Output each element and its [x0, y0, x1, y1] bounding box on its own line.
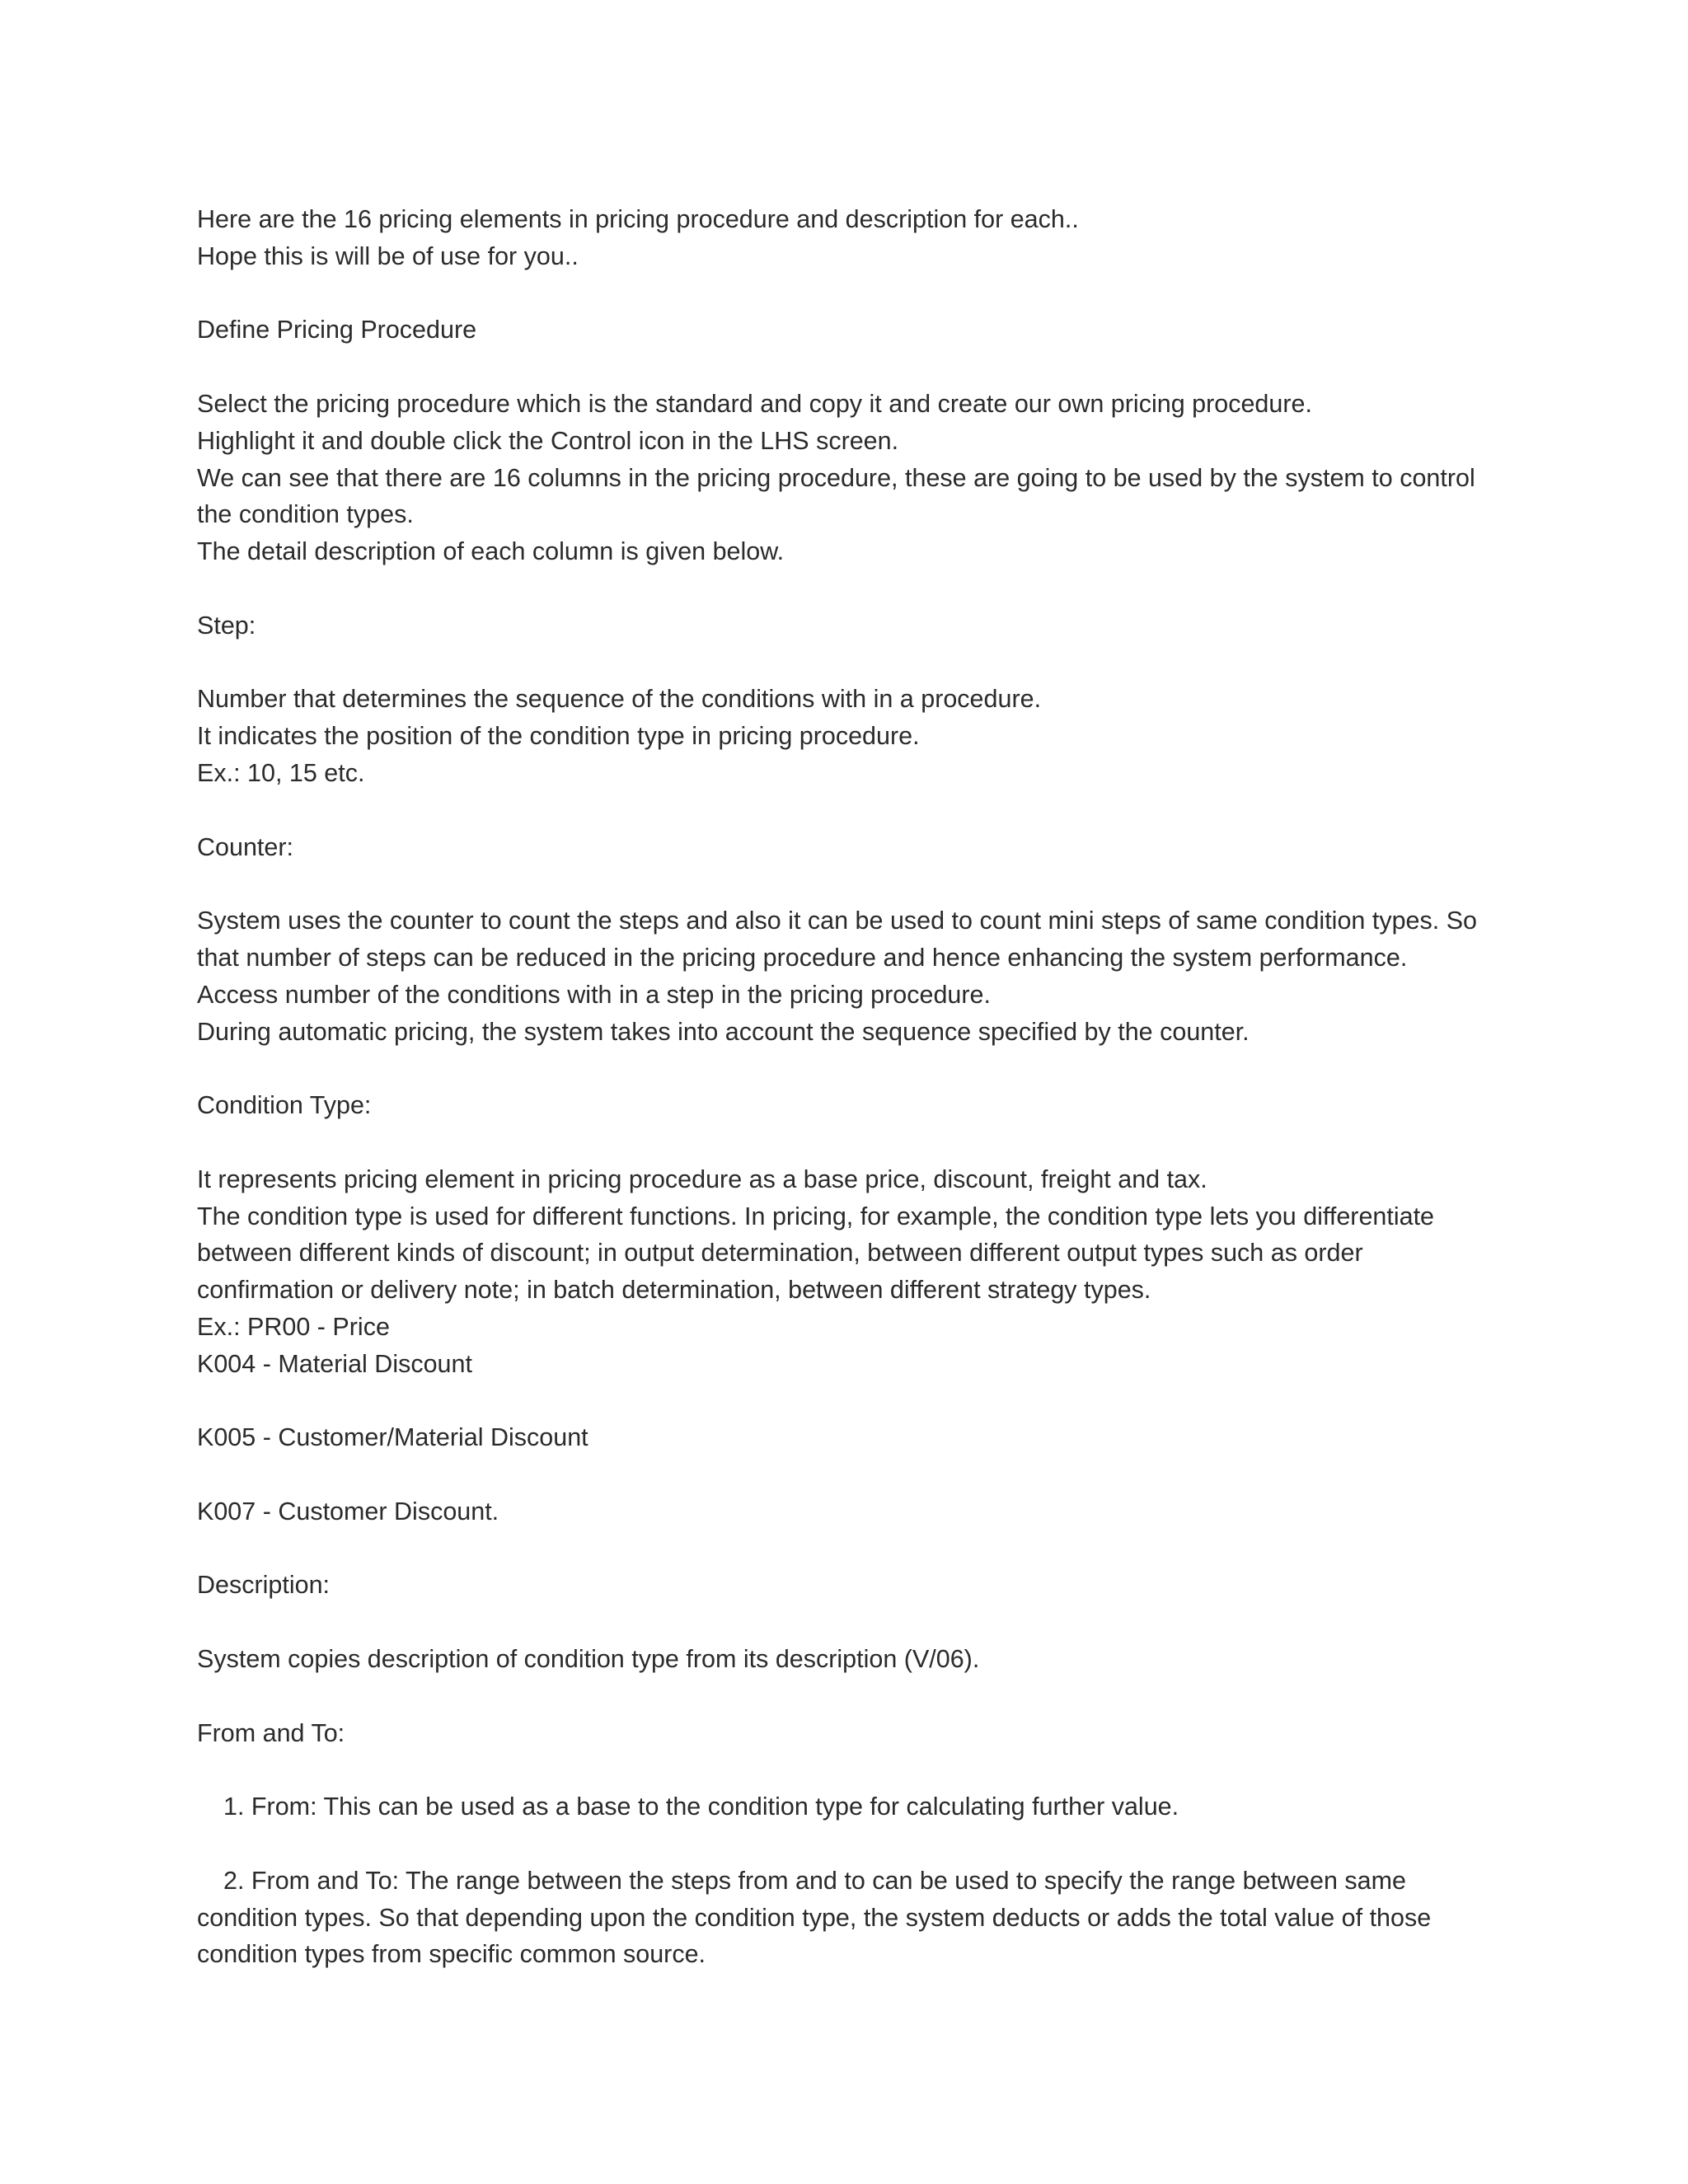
from-to-item-1: [197, 1788, 1491, 1825]
condition-type-line: Ex.: PR00 - Price: [197, 1312, 390, 1341]
spacer: [197, 1604, 1491, 1641]
list-number: 2.: [223, 1866, 245, 1895]
spacer: [197, 644, 1491, 682]
list-item-text: From and To: The range between the steps from and to can be used to specify the range between same condition types. So that depending upon the condition type, the system deducts or adds the total value of those condition types from specific common source.: [197, 1866, 1432, 1969]
spacer: [197, 1530, 1491, 1568]
step-line: It indicates the position of the condition type in pricing procedure.: [197, 722, 920, 751]
condition-type-line: The condition type is used for different functions. In pricing, for example, the condition type lets you differentiate between different kinds of discount; in output determination, between different output types such as order confirmation or delivery note; in batch determination, between different strategy types.: [197, 1202, 1435, 1305]
define-heading: Define Pricing Procedure: [197, 316, 477, 344]
from-to-item-2: [197, 1863, 1491, 1973]
define-line: Highlight it and double click the Control icon in the LHS screen.: [197, 426, 899, 455]
description-text: System copies description of condition type from its description (V/06).: [197, 1645, 980, 1674]
condition-type-example-k005: K005 - Customer/Material Discount: [197, 1423, 588, 1452]
list-item-text: From: This can be used as a base to the condition type for calculating further value.: [251, 1793, 1179, 1821]
counter-line: System uses the counter to count the steps and also it can be used to count mini steps of same condition types. So that number of steps can be reduced in the pricing procedure and hence enhancing the system performance.: [197, 907, 1477, 972]
condition-type-heading: Condition Type:: [197, 1091, 372, 1120]
description-heading: Description:: [197, 1571, 331, 1600]
step-heading: Step:: [197, 611, 256, 640]
document-body: [197, 201, 1491, 1973]
spacer: [197, 349, 1491, 386]
condition-type-line: K004 - Material Discount: [197, 1349, 472, 1378]
spacer: [197, 1456, 1491, 1493]
spacer: [197, 1825, 1491, 1863]
spacer: [197, 865, 1491, 902]
spacer: [197, 1124, 1491, 1161]
define-line: We can see that there are 16 columns in the pricing procedure, these are going to be used by the system to control the condition types.: [197, 463, 1475, 529]
from-to-heading: From and To:: [197, 1718, 345, 1747]
counter-line: During automatic pricing, the system takes into account the sequence specified by the counter.: [197, 1017, 1250, 1046]
counter-line: Access number of the conditions with in a step in the pricing procedure.: [197, 980, 991, 1009]
intro-line-2: Hope this is will be of use for you..: [197, 241, 579, 270]
condition-type-line: It represents pricing element in pricing procedure as a base price, discount, freight and tax.: [197, 1165, 1207, 1193]
spacer: [197, 1050, 1491, 1087]
spacer: [197, 1678, 1491, 1715]
define-line: The detail description of each column is given below.: [197, 537, 785, 566]
spacer: [197, 1751, 1491, 1788]
counter-heading: Counter:: [197, 832, 293, 861]
list-number: 1.: [223, 1793, 245, 1821]
spacer: [197, 275, 1491, 312]
define-line: Select the pricing procedure which is the standard and copy it and create our own pricing procedure.: [197, 389, 1312, 418]
step-line: Number that determines the sequence of the conditions with in a procedure.: [197, 685, 1042, 714]
spacer: [197, 1383, 1491, 1420]
intro-line-1: Here are the 16 pricing elements in pricing procedure and description for each..: [197, 205, 1079, 233]
spacer: [197, 792, 1491, 829]
condition-type-example-k007: K007 - Customer Discount.: [197, 1497, 499, 1526]
step-line: Ex.: 10, 15 etc.: [197, 758, 365, 787]
spacer: [197, 570, 1491, 607]
